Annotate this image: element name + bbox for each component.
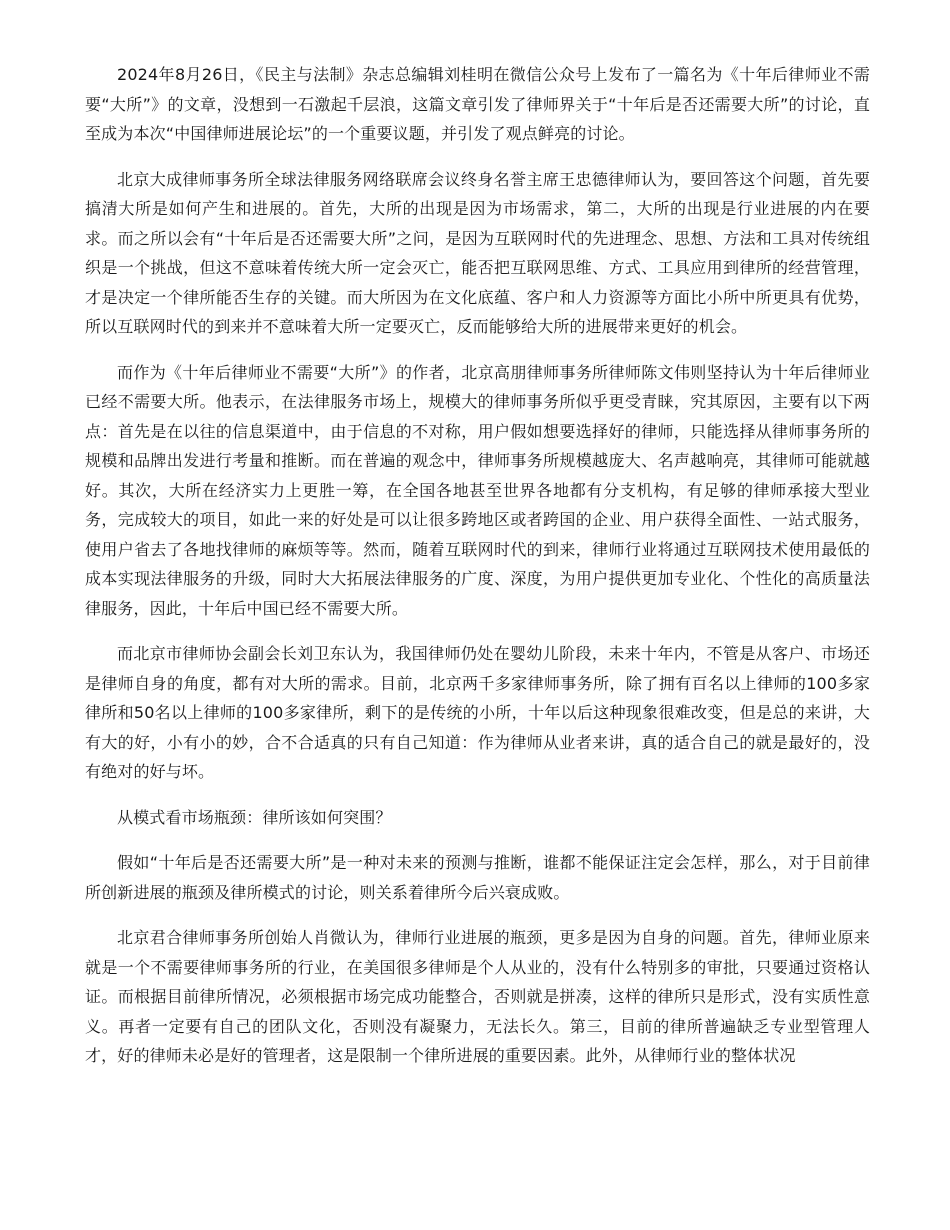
document-body (85, 60, 870, 1087)
paragraph-prediction: 假如“十年后是否还需要大所”是一种对未来的预测与推断，谁都不能保证注定会怎样，那么，对于目前律所创新进展的瓶颈及律所模式的讨论，则关系着律所今后兴衰成败。 (85, 853, 870, 902)
paragraph-xiao-wei: 北京君合律师事务所创始人肖微认为，律师行业进展的瓶颈，更多是因为自身的问题。首先，律师业原来就是一个不需要律师事务所的行业，在美国很多律师是个人从业的，没有什么特别多的审批，只要通过资格认证。而根据目前律所情况，必须根据市场完成功能整合，否则就是拼凑，这样的律所只是形式，没有实质性意义。再者一定要有自己的团队文化，否则没有凝聚力，无法长久。第三，目前的律所普遍缺乏专业型管理人才，好的律师未必是好的管理者，这是限制一个律所进展的重要因素。此外，从律师行业的整体状况 (85, 928, 870, 1065)
paragraph-intro: 2024年8月26日，《民主与法制》杂志总编辑刘桂明在微信公众号上发布了一篇名为《十年后律师业不需要“大所”》的文章，没想到一石激起千层浪，这篇文章引发了律师界关于“十年后是否还需要大所”的讨论，直至成为本次“中国律师进展论坛”的一个重要议题，并引发了观点鲜亮的讨论。 (85, 65, 870, 143)
paragraph-chen-wenwei: 而作为《十年后律师业不需要“大所”》的作者，北京高朋律师事务所律师陈文伟则坚持认为十年后律师业已经不需要大所。他表示，在法律服务市场上，规模大的律师事务所似乎更受青睐，究其原因，主要有以下两点：首先是在以往的信息渠道中，由于信息的不对称，用户假如想要选择好的律师，只能选择从律师事务所的规模和品牌出发进行考量和推断。而在普遍的观念中，律师事务所规模越庞大、名声越响亮，其律师可能就越好。其次，大所在经济实力上更胜一筹，在全国各地甚至世界各地都有分支机构，有足够的律师承接大型业务，完成较大的项目，如此一来的好处是可以让很多跨地区或者跨国的企业、用户获得全面性、一站式服务，使用户省去了各地找律师的麻烦等等。然而，随着互联网时代的到来，律师行业将通过互联网技术使用最低的成本实现法律服务的升级，同时大大拓展法律服务的广度、深度，为用户提供更加专业化、个性化的高质量法律服务，因此，十年后中国已经不需要大所。 (85, 362, 870, 618)
section-heading: 从模式看市场瓶颈：律所该如何突围？ (117, 807, 392, 827)
paragraph-wang-zhongde: 北京大成律师事务所全球法律服务网络联席会议终身名誉主席王忠德律师认为，要回答这个问题，首先要搞清大所是如何产生和进展的。首先，大所的出现是因为市场需求，第二，大所的出现是行业进展的内在要求。而之所以会有“十年后是否还需要大所”之问，是因为互联网时代的先进理念、思想、方法和工具对传统组织是一个挑战，但这不意味着传统大所一定会灭亡，能否把互联网思维、方式、工具应用到律所的经营管理，才是决定一个律所能否生存的关键。而大所因为在文化底蕴、客户和人力资源等方面比小所中所更具有优势，所以互联网时代的到来并不意味着大所一定要灭亡，反而能够给大所的进展带来更好的机会。 (85, 169, 870, 336)
paragraph-liu-weidong: 而北京市律师协会副会长刘卫东认为，我国律师仍处在婴幼儿阶段，未来十年内，不管是从客户、市场还是律师自身的角度，都有对大所的需求。目前，北京两千多家律师事务所，除了拥有百名以上律师的100多家律所和50名以上律师的100多家律所，剩下的是传统的小所，十年以后这种现象很难改变，但是总的来讲，大有大的好，小有小的妙，合不合适真的只有自己知道：作为律师从业者来讲，真的适合自己的就是最好的，没有绝对的好与坏。 (85, 644, 870, 781)
